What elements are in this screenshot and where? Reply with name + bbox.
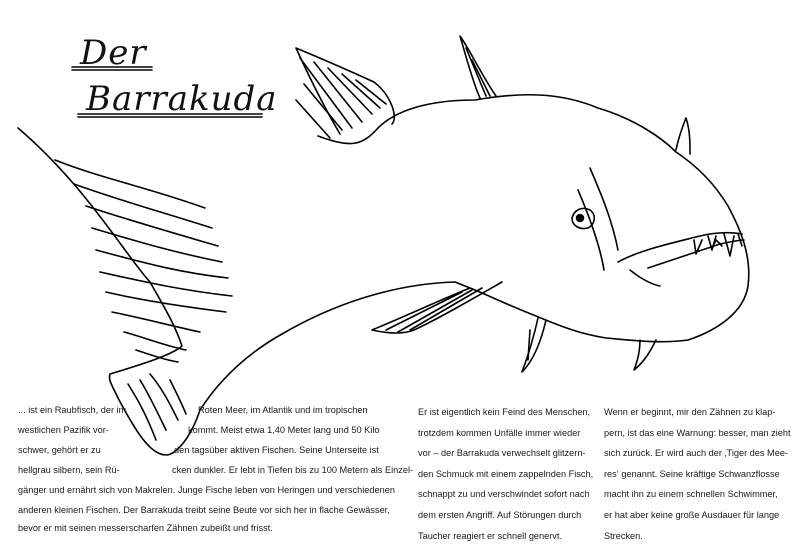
- text-line: Wenn er beginnt, mir den Zähnen zu klap-: [604, 407, 776, 417]
- text-column-2: [418, 402, 593, 546]
- dorsal-fin: [296, 48, 394, 138]
- text-line: sich zurück. Er wird auch der ‚Tiger des Mee-: [604, 448, 788, 459]
- text-line: cken dunkler. Er lebt in Tiefen bis zu 100 Metern als Einzel-: [172, 465, 414, 475]
- text-line: Taucher reagiert er schnell genervt.: [418, 530, 563, 541]
- text-line: pern, ist das eine Warnung: besser, man zieht: [604, 427, 791, 438]
- title-line-der: Der: [80, 33, 147, 73]
- title-line-barrakuda: Barrakuda: [86, 79, 278, 119]
- text-line: den Schmuck mit einem zappelnden Fisch,: [418, 468, 594, 479]
- text-line: ... ist ein Raubfisch, der im: [18, 405, 127, 415]
- text-line: schwer, gehört er zu: [18, 445, 101, 455]
- text-line: gänger und ernährt sich von Makrelen. Junge Fische leben von Heringen und verschiedenen: [18, 485, 395, 495]
- text-line: schnappt zu und verschwindet sofort nach: [418, 489, 590, 500]
- eye: [572, 208, 594, 228]
- text-line: westlichen Pazifik vor-: [18, 425, 109, 435]
- tail-fin-rays: [55, 160, 232, 440]
- text-line: hellgrau silbern, sein Rü-: [18, 465, 120, 475]
- text-line: res‘ genannt. Seine kräftige Schwanzflosse: [604, 468, 780, 479]
- fish-body-outline: [18, 95, 749, 455]
- text-line: den tagsüber aktiven Fischen. Seine Unterseite ist: [174, 445, 379, 455]
- text-column-3: [604, 402, 791, 546]
- text-line: Roten Meer, im Atlantik und im tropischen: [198, 405, 368, 415]
- text-line: Er ist eigentlich kein Feind des Menschen,: [418, 407, 591, 417]
- text-line: anderen kleinen Fischen. Der Barrakuda treibt seine Beute vor sich her in flache Gewässer,: [18, 505, 390, 515]
- text-line: dem ersten Angriff. Auf Störungen durch: [418, 509, 582, 520]
- ventral-fins: [522, 318, 656, 372]
- text-line: trotzdem kommen Unfälle immer wieder: [418, 427, 581, 438]
- text-line: Strecken.: [604, 530, 643, 541]
- head-spine-fin: [676, 118, 690, 154]
- text-line: bevor er mit seinen messerscharfen Zähnen zubeißt und frisst.: [18, 523, 273, 533]
- text-line: vor – der Barrakuda verwechselt glitzern-: [418, 448, 586, 459]
- text-line: macht ihn zu einem schnellen Schwimmer,: [604, 489, 778, 500]
- second-dorsal-fin: [460, 36, 496, 98]
- text-line: er hat aber keine große Ausdauer für lange: [604, 509, 780, 520]
- mouth: [618, 233, 744, 286]
- text-line: kommt. Meist etwa 1,40 Meter lang und 50 Kilo: [188, 425, 380, 435]
